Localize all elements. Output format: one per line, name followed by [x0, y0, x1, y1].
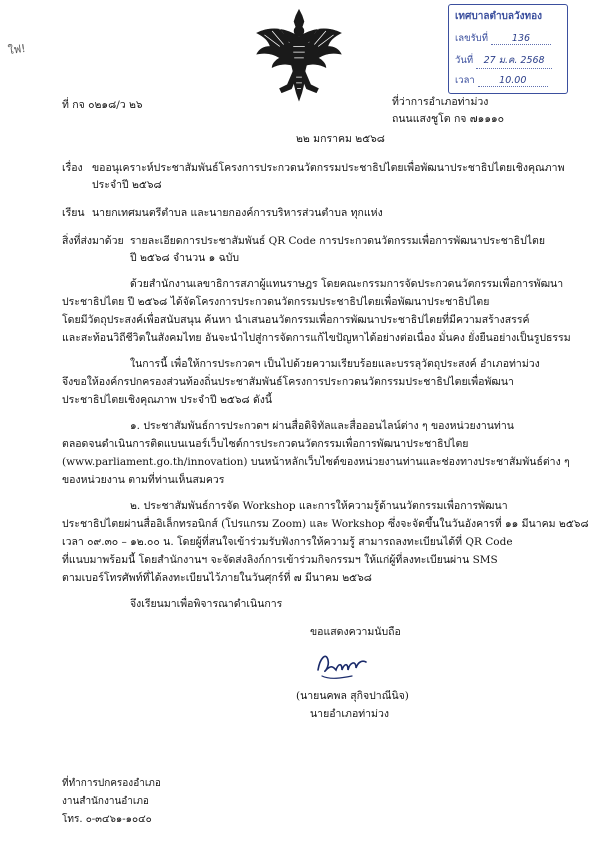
enclosure-line-2: ปี ๒๕๖๘ จำนวน ๑ ฉบับ — [130, 252, 240, 264]
p3-line-3: (www.parliament.go.th/innovation) บนหน้าหลักเว็บไซต์ของหน่วยงานท่านและช่องทางประชาสัมพันธ์ต่าง ๆ — [62, 456, 570, 468]
stamp-time-value: 10.00 — [478, 75, 548, 87]
footer-line-2: งานสำนักงานอำเภอ — [62, 796, 149, 807]
p4-line-3: เวลา ๐๙.๓๐ – ๑๒.๐๐ น. โดยผู้ที่สนใจเข้าร่วมรับฟังการให้ความรู้ สามารถลงทะเบียนได้ที่ QR Code — [62, 536, 513, 548]
enclosure-line-1: รายละเอียดการประชาสัมพันธ์ QR Code การประกวดนวัตกรรมเพื่อการพัฒนาประชาธิปไตย — [130, 235, 545, 247]
p2-line-3: ประชาธิปไตยเชิงคุณภาพ ประจำปี ๒๕๖๘ ดังนี้ — [62, 394, 273, 406]
stamp-received-label: เลขรับที่ — [455, 33, 488, 44]
enclosure-label: สิ่งที่ส่งมาด้วย — [62, 235, 124, 247]
signatory-title: นายอำเภอท่าม่วง — [310, 708, 390, 720]
margin-note: ใฟ! — [7, 41, 27, 58]
p3-line-2: ตลอดจนดำเนินการติดแบนเนอร์เว็บไซต์การประกวดนวัตกรรมเพื่อการพัฒนาประชาธิปไตย — [62, 438, 469, 450]
stamp-date-value: 27 ม.ค. 2568 — [476, 53, 552, 69]
salutation: ขอแสดงความนับถือ — [310, 626, 401, 638]
p3-line-1: ๑. ประชาสัมพันธ์การประกวดฯ ผ่านสื่อดิจิทัลและสื่อออนไลน์ต่าง ๆ ของหน่วยงานท่าน — [130, 420, 514, 432]
garuda-emblem-icon — [250, 8, 348, 104]
receipt-stamp — [448, 4, 568, 94]
office-address: ถนนแสงชูโต กจ ๗๑๑๑๐ — [392, 113, 505, 125]
handwritten-signature-icon — [312, 640, 372, 684]
p4-line-1: ๒. ประชาสัมพันธ์การจัด Workshop และการให้ความรู้ด้านนวัตกรรมเพื่อการพัฒนา — [130, 500, 508, 512]
stamp-date-label: วันที่ — [455, 55, 474, 66]
stamp-org: เทศบาลตำบลวังทอง — [455, 11, 543, 22]
stamp-received-no: 136 — [491, 33, 551, 45]
footer-line-1: ที่ทำการปกครองอำเภอ — [62, 778, 161, 789]
p1-line-1: ด้วยสำนักงานเลขาธิการสภาผู้แทนราษฎร โดยคณะกรรมการจัดประกวดนวัตกรรมเพื่อการพัฒนา — [130, 278, 564, 290]
reference-number: ที่ กจ ๐๒๑๘/ว ๒๖ — [62, 99, 143, 111]
subject-line-1: ขออนุเคราะห์ประชาสัมพันธ์โครงการประกวดนวัตกรรมประชาธิปไตยเพื่อพัฒนาประชาธิปไตยเชิงคุณภาพ — [92, 162, 565, 174]
p1-line-2: ประชาธิปไตย ปี ๒๕๖๘ ได้จัดโครงการประกวดนวัตกรรมประชาธิปไตยเพื่อพัฒนาประชาธิปไตย — [62, 296, 490, 308]
to-label: เรียน — [62, 207, 85, 219]
p1-line-3: โดยมีวัตถุประสงค์เพื่อสนับสนุน ค้นหา นำเสนอนวัตกรรมเพื่อการพัฒนาประชาธิปไตยที่มีความสร้างสรรค์ — [62, 314, 530, 326]
p4-line-5: ตามเบอร์โทรศัพท์ที่ได้ลงทะเบียนไว้ภายในวันศุกร์ที่ ๗ มีนาคม ๒๕๖๘ — [62, 572, 372, 584]
stamp-time-row — [455, 73, 548, 88]
stamp-received-row — [455, 31, 551, 46]
p2-line-2: จึงขอให้องค์กรปกครองส่วนท้องถิ่นประชาสัมพันธ์โครงการประกวดนวัตกรรมประชาธิปไตยเพื่อพัฒนา — [62, 376, 514, 388]
office-name: ที่ว่าการอำเภอท่าม่วง — [392, 96, 489, 108]
subject-line-2: ประจำปี ๒๕๖๘ — [92, 179, 162, 191]
footer-line-3: โทร. ๐-๓๔๖๑-๑๐๔๐ — [62, 814, 152, 825]
p3-line-4: ของหน่วยงาน ตามที่ท่านเห็นสมควร — [62, 474, 225, 486]
to-text: นายกเทศมนตรีตำบล และนายกองค์การบริหารส่วนตำบล ทุกแห่ง — [92, 207, 383, 219]
signatory-name: (นายนคพล สุกิจปาณีนิจ) — [296, 690, 409, 702]
p4-line-4: ที่แนบมาพร้อมนี้ โดยสำนักงานฯ จะจัดส่งลิงก์การเข้าร่วมกิจกรรมฯ ให้แก่ผู้ที่ลงทะเบียนผ่าน SMS — [62, 554, 498, 566]
p4-line-2: ประชาธิปไตยผ่านสื่ออิเล็กทรอนิกส์ (โปรแกรม Zoom) และ Workshop ซึ่งจะจัดขึ้นในวันอังคารที่ ๑๑ มีนาคม ๒๕๖๘ — [62, 518, 589, 530]
p2-line-1: ในการนี้ เพื่อให้การประกวดฯ เป็นไปด้วยความเรียบร้อยและบรรลุวัตถุประสงค์ อำเภอท่าม่วง — [130, 358, 540, 370]
closing-line: จึงเรียนมาเพื่อพิจารณาดำเนินการ — [130, 598, 283, 610]
stamp-date-row — [455, 53, 552, 69]
p1-line-4: และสะท้อนวิถีชีวิตในสังคมไทย อันจะนำไปสู่การจัดการแก้ไขปัญหาได้อย่างต่อเนื่อง มั่นคง ยั่งยืนอย่างเป็นรูปธรรม — [62, 332, 571, 344]
subject-label: เรื่อง — [62, 162, 83, 174]
stamp-time-label: เวลา — [455, 75, 475, 86]
letter-date: ๒๒ มกราคม ๒๕๖๘ — [296, 133, 385, 145]
